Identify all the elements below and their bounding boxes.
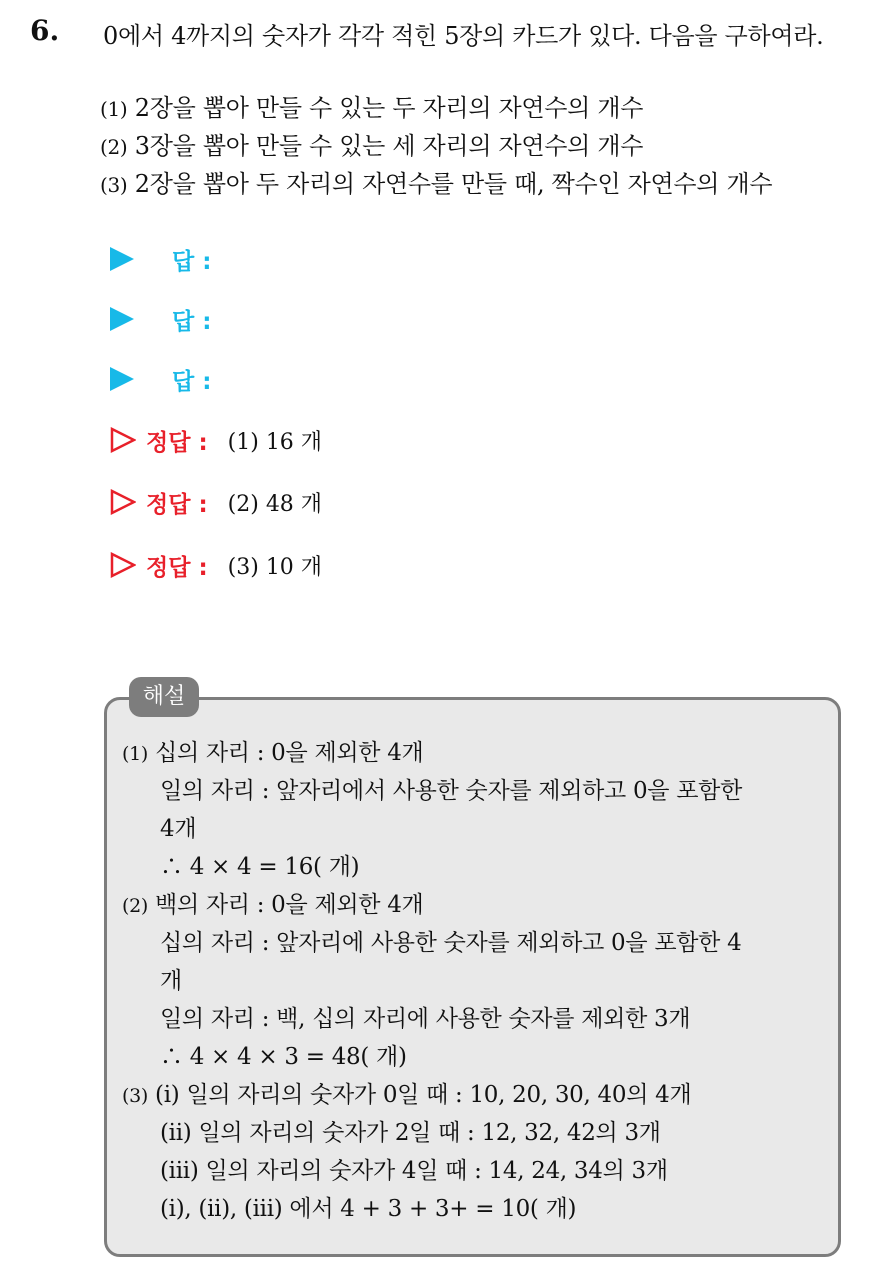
correct-label: 정답 : (146, 491, 208, 518)
explanation-line (160, 810, 196, 843)
explanation-line (160, 962, 182, 995)
explanation-text: 일의 자리 : 백, 십의 자리에 사용한 숫자를 제외한 3개 (160, 1006, 691, 1032)
explanation-line (160, 924, 741, 957)
play-triangle-icon (110, 367, 134, 391)
explanation-text: ∴ 4 × 4 = 16( 개) (160, 854, 360, 880)
explanation-line (122, 1076, 691, 1109)
explanation-text: 개 (160, 968, 182, 994)
explanation-text: ∴ 4 × 4 × 3 = 48( 개) (160, 1044, 407, 1070)
explanation-text: 백의 자리 : 0을 제외한 4개 (148, 892, 424, 918)
answer-label: 답 : (172, 248, 212, 275)
explanation-text: (ii) 일의 자리의 숫자가 2일 때 : 12, 32, 42의 3개 (160, 1120, 661, 1146)
explanation-line (160, 1000, 690, 1033)
explanation-text: 십의 자리 : 앞자리에 사용한 숫자를 제외하고 0을 포함한 4 (160, 930, 742, 956)
correct-answer-row-1 (110, 424, 322, 456)
question-number: 6. (30, 14, 60, 47)
explanation-tab: 해설 (129, 677, 199, 717)
explanation-part-number: (3) (122, 1085, 149, 1107)
explanation-line (160, 1114, 661, 1147)
correct-label: 정답 : (146, 429, 208, 456)
correct-answer-row-2 (110, 486, 322, 518)
answer-row-3 (110, 363, 211, 395)
explanation-line (160, 772, 742, 805)
correct-value: (2) 48 개 (227, 491, 323, 517)
explanation-line (160, 848, 359, 881)
correct-answer-row-3 (110, 549, 322, 581)
part-number: (2) (100, 135, 128, 159)
play-triangle-icon (110, 307, 134, 331)
explanation-part-number: (1) (122, 743, 149, 765)
question-part-1 (100, 88, 643, 123)
explanation-text: (i), (ii), (iii) 에서 4 + 3 + 3+ = 10( 개) (160, 1196, 577, 1222)
explanation-text: (iii) 일의 자리의 숫자가 4일 때 : 14, 24, 34의 3개 (160, 1158, 668, 1184)
explanation-text: 4개 (160, 816, 197, 842)
part-number: (1) (100, 97, 128, 121)
correct-value: (3) 10 개 (227, 554, 323, 580)
question-part-2 (100, 126, 643, 161)
explanation-line (122, 734, 423, 767)
answer-row-2 (110, 303, 211, 335)
part-text: 3장을 뽑아 만들 수 있는 세 자리의 자연수의 개수 (127, 132, 644, 160)
question-part-3 (100, 164, 772, 199)
answer-label: 답 : (172, 308, 212, 335)
explanation-line (160, 1038, 407, 1071)
explanation-text: 십의 자리 : 0을 제외한 4개 (148, 740, 424, 766)
part-text: 2장을 뽑아 두 자리의 자연수를 만들 때, 짝수인 자연수의 개수 (127, 170, 773, 198)
explanation-text: 일의 자리 : 앞자리에서 사용한 숫자를 제외하고 0을 포함한 (160, 778, 742, 804)
part-number: (3) (100, 173, 128, 197)
play-triangle-icon (110, 247, 134, 271)
answer-row-1 (110, 243, 211, 275)
answer-label: 답 : (172, 368, 212, 395)
outline-triangle-icon (110, 489, 136, 515)
explanation-line (160, 1152, 668, 1185)
explanation-text: (i) 일의 자리의 숫자가 0일 때 : 10, 20, 30, 40의 4개 (148, 1082, 692, 1108)
question-text: 0에서 4까지의 숫자가 각각 적힌 5장의 카드가 있다. 다음을 구하여라. (103, 22, 824, 50)
outline-triangle-icon (110, 552, 136, 578)
outline-triangle-icon (110, 427, 136, 453)
explanation-part-number: (2) (122, 895, 149, 917)
correct-value: (1) 16 개 (227, 429, 323, 455)
explanation-line (160, 1190, 576, 1223)
part-text: 2장을 뽑아 만들 수 있는 두 자리의 자연수의 개수 (127, 94, 644, 122)
explanation-line (122, 886, 423, 919)
correct-label: 정답 : (146, 554, 208, 581)
